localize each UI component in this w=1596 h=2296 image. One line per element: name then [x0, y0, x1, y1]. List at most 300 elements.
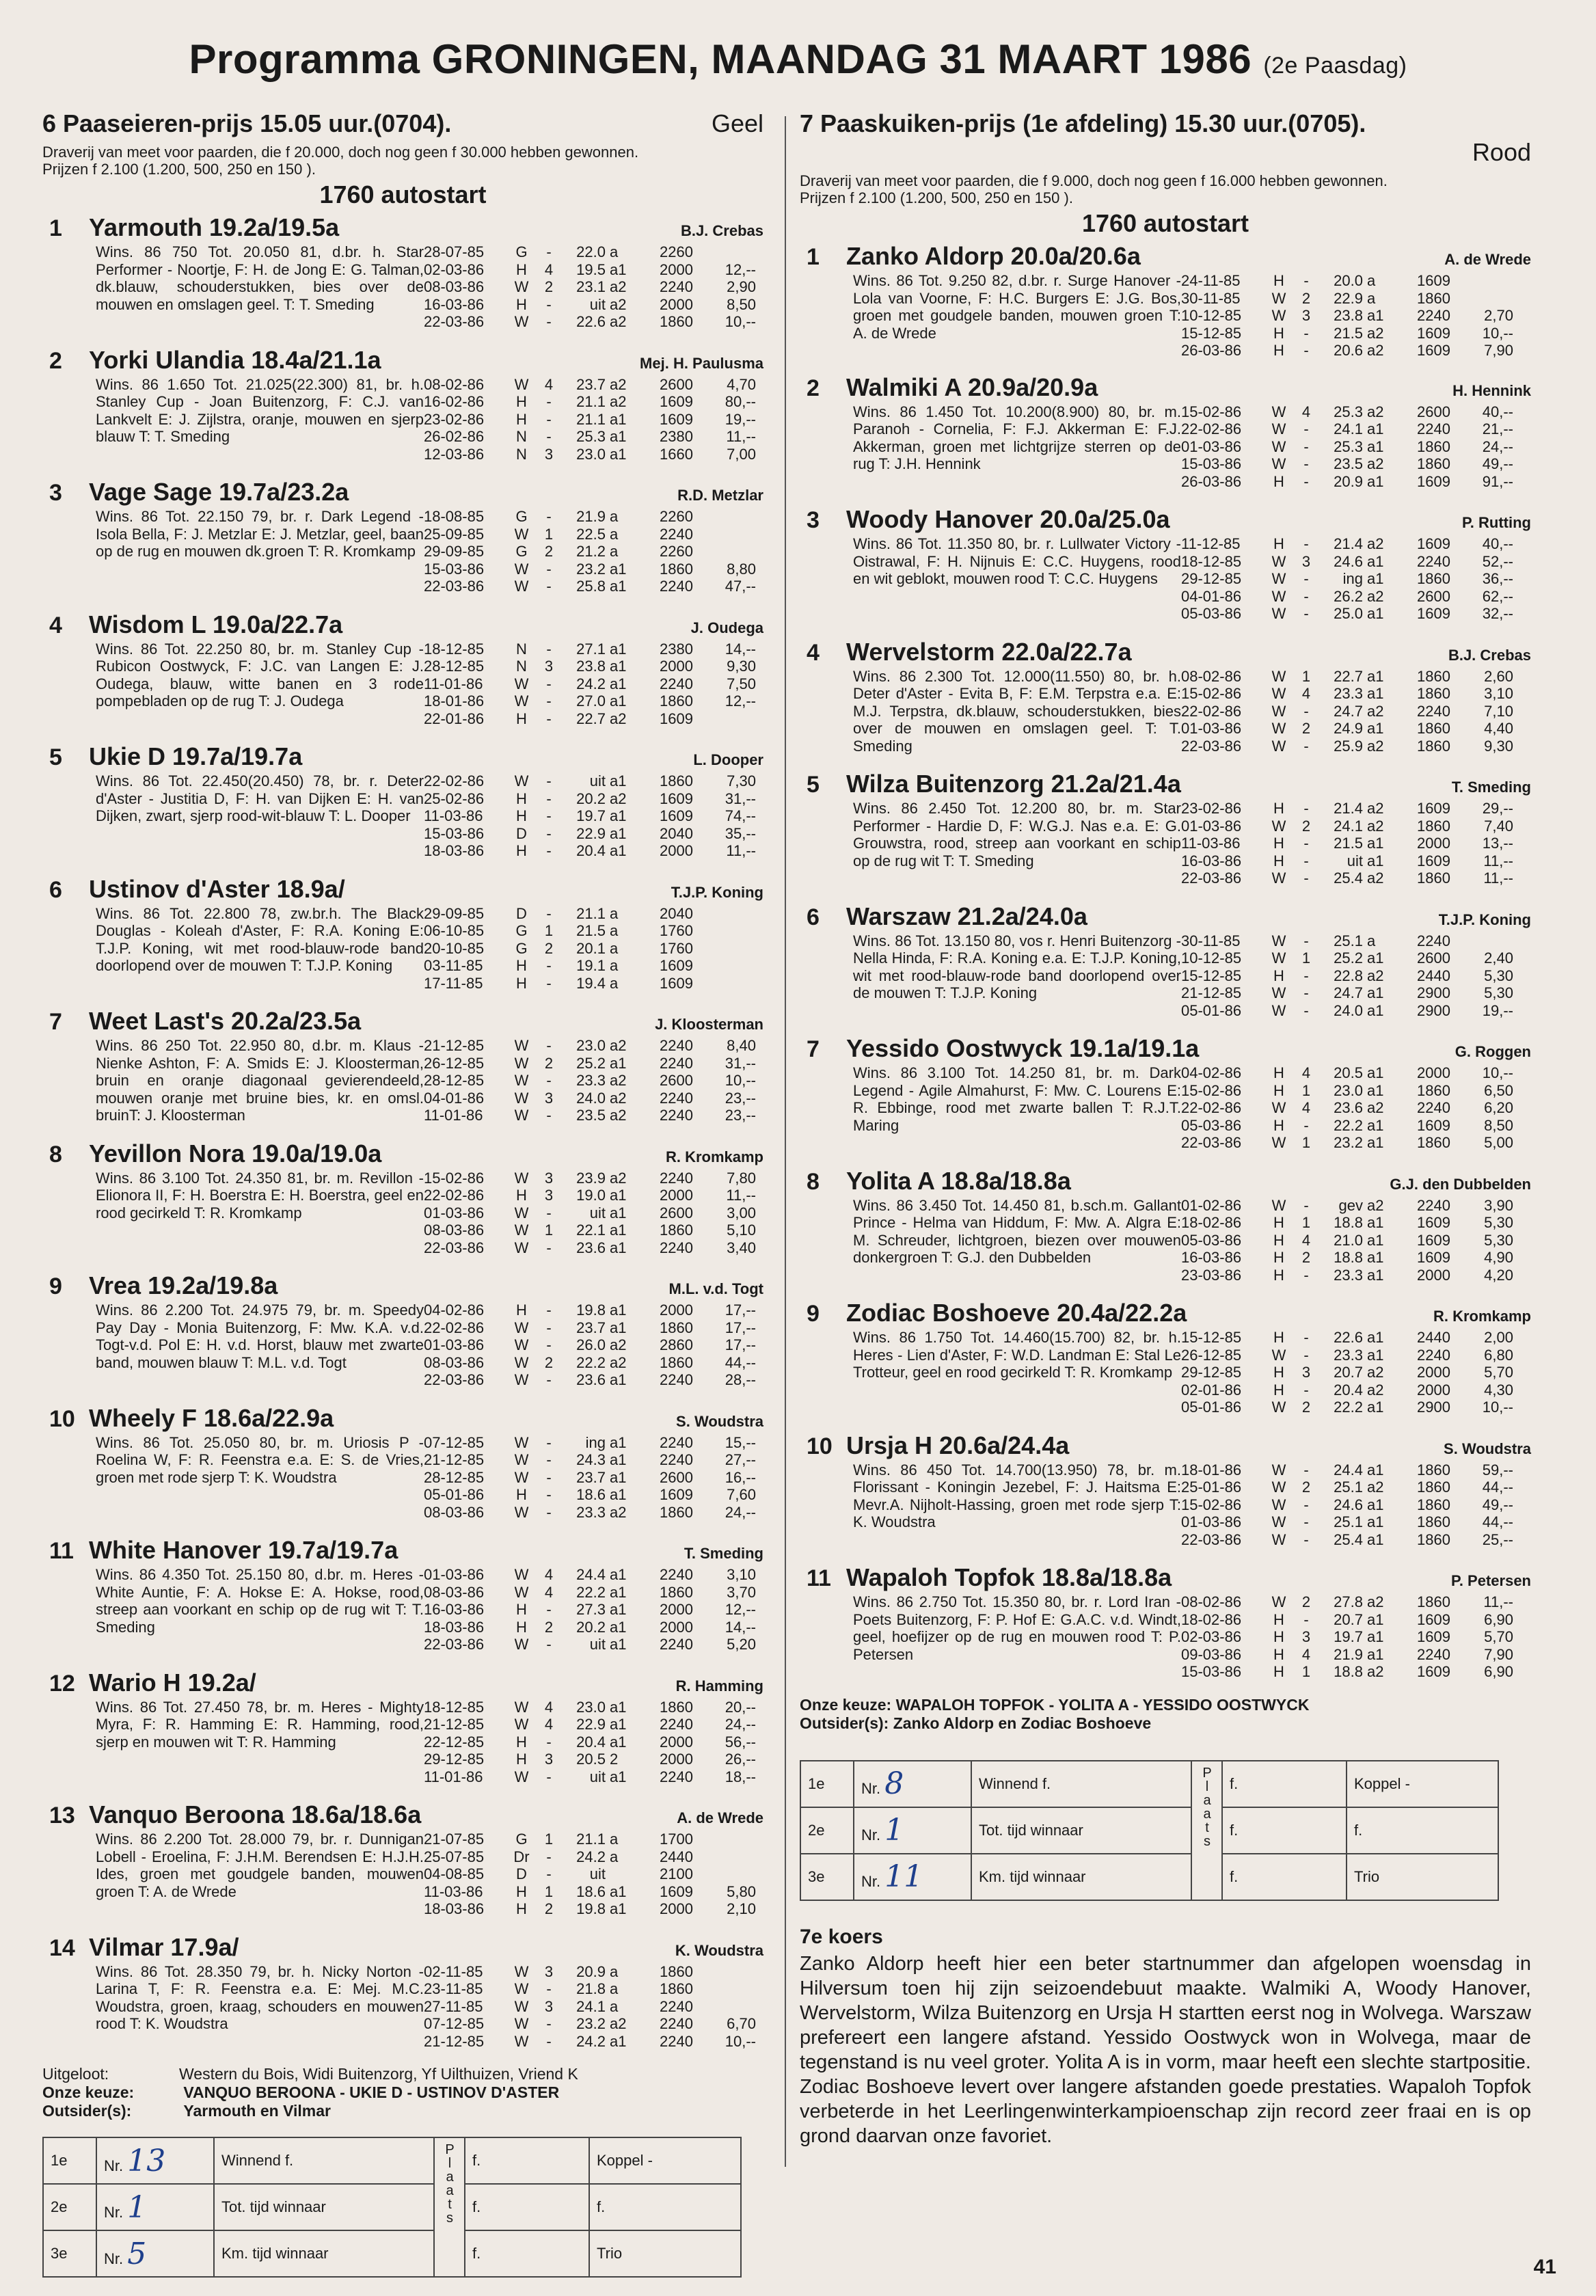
run-track: W — [1271, 720, 1286, 737]
run-date: 15-02-86 — [1181, 685, 1242, 702]
run-distance: 1860 — [1417, 1593, 1450, 1610]
run-start: a — [1367, 932, 1376, 949]
run-start: a1 — [610, 842, 627, 859]
horse-name: Yarmouth 19.2a/19.5a — [89, 213, 340, 241]
run-time: uit — [589, 1636, 606, 1653]
run-distance: 1860 — [660, 1980, 693, 1997]
horse-entry — [42, 1800, 763, 1918]
run-date: 08-02-86 — [424, 375, 485, 393]
run-time: 22.2 — [576, 1583, 606, 1601]
run-distance: 2600 — [660, 375, 693, 393]
place-label: 1e — [43, 2137, 96, 2184]
run-date: 29-12-85 — [1181, 1364, 1242, 1381]
run-place: 2 — [544, 1618, 554, 1636]
nr-label: Nr. — [104, 2203, 124, 2221]
run-date: 05-01-86 — [1181, 1001, 1242, 1019]
run-date: 15-02-86 — [1181, 1081, 1242, 1099]
nr-field[interactable] — [854, 1854, 971, 1900]
nr-field[interactable] — [96, 2230, 214, 2277]
horse-driver: T.J.P. Koning — [1438, 910, 1531, 928]
plaats-f-field[interactable]: f. — [465, 2184, 589, 2230]
uitgeloot-line — [42, 2065, 763, 2083]
run-start: a1 — [610, 1468, 627, 1486]
run-distance: 1609 — [660, 393, 693, 410]
run-start: a — [610, 904, 619, 922]
run-distance: 1860 — [1417, 720, 1450, 737]
handwritten-number: 1 — [127, 2189, 147, 2225]
run-distance: 1609 — [1417, 1231, 1450, 1249]
horse-driver: G. Roggen — [1455, 1043, 1531, 1060]
nr-field[interactable] — [96, 2137, 214, 2184]
run-start: a2 — [1367, 1478, 1384, 1496]
run-date: 04-02-86 — [424, 1301, 485, 1319]
run-place: - — [546, 772, 552, 789]
run-track: H — [1273, 852, 1284, 869]
run-distance: 2240 — [1417, 702, 1450, 720]
run-row — [1181, 1593, 1531, 1611]
run-start: a1 — [610, 1371, 627, 1388]
run-odds: 6,70 — [727, 2015, 756, 2032]
run-track: H — [516, 1601, 527, 1618]
horse-name: Zodiac Boshoeve 20.4a/22.2a — [846, 1299, 1187, 1327]
bet-field[interactable] — [1347, 1807, 1498, 1854]
run-odds: 49,-- — [1482, 1496, 1513, 1513]
horse-header — [42, 1007, 763, 1037]
run-row — [424, 1566, 763, 1584]
run-time: 22.0 — [576, 243, 606, 260]
horse-info: Wins. 86 2.300 Tot. 12.000(11.550) 80, br. h. Deter d'Aster - Evita B, F: E.M. Terpstra e.a. E: M.J. Terpstra, dk.blauw, schouderstukken, bies over de mouwen en omslagen geel. T: T. Smeding — [853, 667, 1181, 755]
horse-entry — [42, 742, 763, 860]
run-track: W — [1271, 307, 1286, 324]
place-label: 3e — [43, 2230, 96, 2277]
run-row — [424, 1636, 763, 1653]
run-odds: 31,-- — [725, 789, 756, 807]
run-time: 24.2 — [576, 1848, 606, 1865]
recent-runs — [424, 1566, 763, 1653]
bet-field[interactable] — [589, 2184, 741, 2230]
run-track: D — [516, 824, 527, 842]
run-distance: 2240 — [660, 1451, 693, 1468]
run-time: 22.6 — [1334, 1329, 1363, 1346]
run-place: 4 — [1301, 1645, 1311, 1663]
run-place: - — [546, 560, 552, 578]
run-date: 28-07-85 — [424, 243, 485, 260]
run-date: 10-12-85 — [1181, 949, 1242, 967]
run-track: W — [514, 1054, 529, 1072]
run-place: - — [546, 428, 552, 445]
run-odds: 11,-- — [726, 842, 756, 859]
run-date: 26-03-86 — [1181, 472, 1242, 490]
run-date: 23-11-85 — [424, 1980, 483, 1997]
recent-runs — [424, 772, 763, 860]
run-place: 3 — [1301, 1364, 1311, 1381]
run-place: 1 — [544, 922, 554, 939]
run-odds: 5,80 — [727, 1882, 756, 1900]
run-odds: 13,-- — [1482, 835, 1513, 852]
horse-details — [800, 535, 1531, 623]
run-date: 18-01-86 — [1181, 1461, 1242, 1478]
run-time: 21.4 — [1334, 800, 1363, 817]
run-row — [424, 1963, 763, 1981]
run-track: W — [1271, 1134, 1286, 1151]
horse-entry — [42, 213, 763, 331]
run-time: 23.0 — [576, 445, 606, 463]
run-date: 17-11-85 — [424, 974, 483, 992]
run-start: a1 — [1367, 720, 1384, 737]
run-track: W — [1271, 1478, 1286, 1496]
run-place: - — [546, 1733, 552, 1751]
horse-entry — [800, 373, 1531, 491]
run-time: uit — [589, 772, 606, 789]
horse-details — [800, 272, 1531, 360]
run-track: W — [1271, 1513, 1286, 1530]
run-row — [424, 1601, 763, 1619]
run-odds — [693, 243, 756, 261]
run-row — [1181, 1461, 1531, 1479]
horse-details — [800, 1461, 1531, 1549]
run-row — [424, 1187, 763, 1204]
run-date: 22-03-86 — [424, 1636, 485, 1653]
run-time: 25.8 — [576, 578, 606, 595]
run-date: 22-03-86 — [1181, 869, 1242, 887]
run-date: 11-01-86 — [424, 1768, 483, 1785]
horse-driver: R.D. Metzlar — [677, 487, 763, 504]
run-date: 01-03-86 — [424, 1566, 485, 1583]
run-track: Dr — [513, 1848, 530, 1865]
run-distance: 2000 — [1417, 1064, 1450, 1081]
run-start: a1 — [610, 1204, 627, 1221]
run-time: 24.4 — [1334, 1461, 1363, 1478]
run-row — [424, 1883, 763, 1901]
run-start: a2 — [610, 1503, 627, 1521]
run-track: G — [515, 939, 528, 957]
run-date: 11-01-86 — [424, 1107, 483, 1124]
run-odds: 7,10 — [1484, 702, 1513, 720]
run-odds: 12,-- — [725, 1601, 756, 1618]
run-start: a — [610, 508, 619, 525]
run-date: 22-02-86 — [1181, 702, 1242, 720]
recent-runs — [424, 1963, 763, 2051]
run-date: 26-12-85 — [1181, 1346, 1242, 1364]
run-distance: 1609 — [1417, 852, 1450, 869]
run-start: a2 — [610, 313, 627, 330]
run-row — [424, 1584, 763, 1602]
run-date: 23-03-86 — [1181, 1266, 1242, 1284]
run-place: 1 — [544, 1882, 554, 1900]
run-time: 19.0 — [576, 1187, 606, 1204]
run-odds — [1450, 932, 1513, 950]
horse-number: 2 — [49, 347, 62, 374]
run-odds: 27,-- — [725, 1451, 756, 1468]
run-time: 20.7 — [1334, 1610, 1363, 1628]
run-place: - — [1303, 702, 1309, 720]
run-date: 21-12-85 — [424, 1716, 485, 1733]
run-start: a2 — [1367, 1364, 1384, 1381]
run-row — [424, 1434, 763, 1452]
horse-driver: A. de Wrede — [1444, 251, 1531, 268]
run-place: - — [546, 2032, 552, 2050]
run-odds: 3,10 — [1484, 685, 1513, 702]
koppel-f: f. — [597, 2198, 606, 2215]
run-odds: 16,-- — [725, 1468, 756, 1486]
run-start: a1 — [1367, 1628, 1384, 1645]
run-row — [424, 1768, 763, 1786]
run-start: a — [1367, 272, 1376, 289]
run-place: 4 — [544, 1583, 554, 1601]
recent-runs — [1181, 800, 1531, 887]
run-place: 3 — [544, 658, 554, 675]
run-distance: 2600 — [660, 1072, 693, 1089]
run-place: - — [546, 410, 552, 428]
run-time: 20.5 — [576, 1751, 606, 1768]
run-date: 21-12-85 — [424, 2032, 485, 2050]
run-track: W — [1271, 667, 1286, 685]
run-start: a1 — [1367, 949, 1384, 967]
run-row — [424, 1239, 763, 1257]
run-odds: 8,40 — [727, 1037, 756, 1054]
bet-field[interactable] — [1347, 1854, 1498, 1900]
nr-field[interactable] — [854, 1761, 971, 1807]
recent-runs — [1181, 932, 1531, 1020]
run-distance: 1609 — [660, 957, 693, 974]
run-place: 3 — [544, 1169, 554, 1187]
horse-header — [42, 610, 763, 640]
run-row — [1181, 420, 1531, 438]
run-odds: 5,00 — [1484, 1134, 1513, 1151]
run-row — [1181, 869, 1531, 887]
horse-info: Wins. 86 1.450 Tot. 10.200(8.900) 80, br. m. Paranoh - Cornelia, F: F.J. Akkerman E: F.J. Akkerman, groen met lichtgrijze sterren op de rug T: J.H. Hennink — [853, 403, 1181, 472]
run-start: a — [610, 1848, 619, 1865]
run-row — [1181, 1214, 1531, 1232]
run-start: a2 — [610, 375, 627, 393]
run-track: W — [514, 560, 529, 578]
run-date: 08-03-86 — [424, 278, 485, 295]
run-row — [1181, 1347, 1531, 1364]
run-row — [424, 1900, 763, 1918]
uitgeloot-value: Western du Bois, Widi Buitenzorg, Yf Uilthuizen, Vriend K — [179, 2065, 578, 2083]
run-distance: 1860 — [660, 772, 693, 789]
horse-info: Wins. 86 Tot. 25.050 80, br. m. Uriosis P - Roelina W, F: R. Feenstra e.a. E: S. de Vries, groen met rode sjerp T: K. Woudstra — [96, 1433, 424, 1486]
run-distance: 2000 — [660, 1618, 693, 1636]
horse-entry — [42, 1139, 763, 1257]
run-row — [424, 376, 763, 394]
run-odds: 32,-- — [1482, 605, 1513, 622]
plaats-f-field[interactable]: f. — [1222, 1854, 1347, 1900]
run-date: 04-01-86 — [424, 1089, 485, 1107]
run-date: 15-03-86 — [1181, 455, 1242, 472]
run-odds — [693, 975, 756, 992]
run-date: 22-12-85 — [424, 1733, 485, 1751]
run-track: W — [514, 278, 529, 295]
run-distance: 1609 — [1417, 535, 1450, 552]
run-place: 1 — [544, 1831, 554, 1848]
run-date: 02-11-85 — [424, 1962, 483, 1980]
run-row — [424, 1090, 763, 1107]
run-time: 24.2 — [576, 2032, 606, 2050]
plaats-f-field[interactable]: f. — [1222, 1807, 1347, 1854]
run-time: 22.7 — [576, 710, 606, 727]
run-date: 26-12-85 — [424, 1054, 485, 1072]
plaats-f-field[interactable]: f. — [1222, 1761, 1347, 1807]
run-date: 29-12-85 — [424, 1751, 485, 1768]
run-place: 2 — [1301, 817, 1311, 835]
horse-entry — [800, 1431, 1531, 1549]
run-odds: 3,00 — [727, 1204, 756, 1221]
horse-entry — [800, 902, 1531, 1020]
run-distance: 1860 — [1417, 1513, 1450, 1530]
run-date: 23-02-86 — [424, 410, 485, 428]
run-place: 2 — [1301, 289, 1311, 307]
run-place: - — [546, 1503, 552, 1521]
run-track: H — [516, 1882, 527, 1900]
run-row — [1181, 272, 1531, 290]
run-start: a1 — [610, 772, 627, 789]
run-track: H — [516, 393, 527, 410]
run-odds — [693, 543, 756, 561]
run-odds: 4,30 — [1484, 1381, 1513, 1399]
run-row — [424, 1107, 763, 1124]
run-start: a2 — [610, 1107, 627, 1124]
horse-info: Wins. 86 2.200 Tot. 24.975 79, br. m. Speedy Pay Day - Monia Buitenzorg, F: Mw. K.A. v.d. Togt-v.d. Pol E: H. v.d. Horst, blauw met zwarte band, mouwen blauw T: M.L. v.d. Togt — [96, 1301, 424, 1371]
run-track: H — [1273, 1116, 1284, 1134]
horse-details — [800, 932, 1531, 1020]
run-start: a1 — [1367, 1249, 1384, 1266]
run-distance: 2240 — [660, 1054, 693, 1072]
run-date: 05-03-86 — [1181, 1116, 1242, 1134]
horse-header — [800, 770, 1531, 800]
run-distance: 2040 — [660, 904, 693, 922]
run-track: W — [514, 1107, 529, 1124]
horse-driver: B.J. Crebas — [680, 222, 763, 239]
horse-details — [42, 905, 763, 992]
run-distance: 2380 — [660, 428, 693, 445]
run-track: H — [516, 260, 527, 278]
run-place: - — [546, 1486, 552, 1503]
horse-number: 5 — [49, 744, 62, 770]
bet-field[interactable] — [589, 2137, 741, 2184]
run-time: 20.2 — [576, 789, 606, 807]
run-start: a — [610, 939, 619, 957]
outsider-line — [42, 2102, 763, 2120]
run-odds: 10,-- — [1482, 1399, 1513, 1416]
run-place: 3 — [544, 1089, 554, 1107]
run-odds: 9,30 — [727, 658, 756, 675]
nr-field[interactable] — [96, 2184, 214, 2230]
horse-name: Wapaloh Topfok 18.8a/18.8a — [846, 1563, 1172, 1591]
run-place: 1 — [1301, 667, 1311, 685]
horse-details — [800, 403, 1531, 491]
bet-field[interactable] — [589, 2230, 741, 2277]
run-place: - — [546, 640, 552, 658]
run-place: 1 — [1301, 949, 1311, 967]
horse-driver: L. Dooper — [693, 751, 763, 768]
recent-runs — [1181, 1329, 1531, 1416]
run-start: a — [610, 1962, 619, 1980]
run-start: a1 — [610, 260, 627, 278]
run-start: a2 — [610, 1353, 627, 1371]
horse-entry — [800, 505, 1531, 623]
run-distance: 2240 — [660, 1169, 693, 1187]
run-track: H — [1273, 1610, 1284, 1628]
run-row — [424, 842, 763, 860]
run-odds — [693, 508, 756, 526]
horse-header — [42, 1271, 763, 1301]
run-odds: 11,-- — [1483, 869, 1513, 887]
run-place: - — [546, 1865, 552, 1882]
run-time: 22.8 — [1334, 967, 1363, 984]
run-row — [424, 1301, 763, 1319]
run-row — [424, 1055, 763, 1072]
run-time: 20.9 — [1334, 472, 1363, 490]
run-odds — [693, 1998, 756, 2016]
nr-field[interactable] — [854, 1807, 971, 1854]
run-place: - — [546, 393, 552, 410]
run-row — [1181, 1611, 1531, 1629]
recent-runs — [424, 1831, 763, 1918]
run-row — [424, 1751, 763, 1768]
run-place: - — [1303, 342, 1309, 359]
run-distance: 2240 — [1417, 1346, 1450, 1364]
run-odds: 2,60 — [1484, 667, 1513, 685]
run-odds: 3,10 — [727, 1566, 756, 1583]
run-start: 2 — [610, 1751, 619, 1768]
horse-name: Yessido Oostwyck 19.1a/19.1a — [846, 1034, 1200, 1062]
horse-header — [800, 1431, 1531, 1461]
horse-name: Wervelstorm 22.0a/22.7a — [846, 637, 1132, 666]
run-date: 21-12-85 — [424, 1451, 485, 1468]
run-track: H — [516, 807, 527, 824]
run-track: W — [514, 1566, 529, 1583]
bet-field[interactable] — [1347, 1761, 1498, 1807]
run-row — [424, 1469, 763, 1487]
run-date: 15-03-86 — [1181, 1663, 1242, 1680]
run-date: 28-12-85 — [424, 658, 485, 675]
run-date: 26-02-86 — [424, 428, 485, 445]
run-row — [1181, 967, 1531, 985]
run-track: W — [1271, 1593, 1286, 1610]
run-distance: 1609 — [1417, 1214, 1450, 1231]
run-odds: 10,-- — [1482, 1064, 1513, 1081]
run-row — [424, 922, 763, 940]
run-start: a1 — [610, 1054, 627, 1072]
run-row — [424, 1204, 763, 1222]
run-time: 22.7 — [1334, 667, 1363, 685]
run-odds: 10,-- — [725, 313, 756, 330]
horse-details — [42, 640, 763, 728]
run-start: a1 — [1367, 1399, 1384, 1416]
horse-entry — [42, 346, 763, 463]
run-track: W — [1271, 403, 1286, 420]
run-time: 23.3 — [1334, 685, 1363, 702]
run-odds: 44,-- — [1482, 1513, 1513, 1530]
run-odds: 52,-- — [1482, 552, 1513, 570]
run-distance: 2000 — [660, 842, 693, 859]
plaats-f-field[interactable]: f. — [465, 2230, 589, 2277]
plaats-f-field[interactable]: f. — [465, 2137, 589, 2184]
run-distance: 2600 — [1417, 587, 1450, 605]
run-odds: 23,-- — [725, 1107, 756, 1124]
run-row — [424, 1072, 763, 1090]
run-row — [1181, 949, 1531, 967]
run-track: H — [1273, 1249, 1284, 1266]
run-distance: 1860 — [1417, 455, 1450, 472]
run-time: 18.8 — [1334, 1214, 1363, 1231]
run-date: 05-03-86 — [1181, 1231, 1242, 1249]
run-place: 2 — [544, 939, 554, 957]
run-place: - — [546, 974, 552, 992]
run-track: W — [1271, 869, 1286, 887]
onze-keuze-label: Onze keuze: — [42, 2083, 135, 2101]
